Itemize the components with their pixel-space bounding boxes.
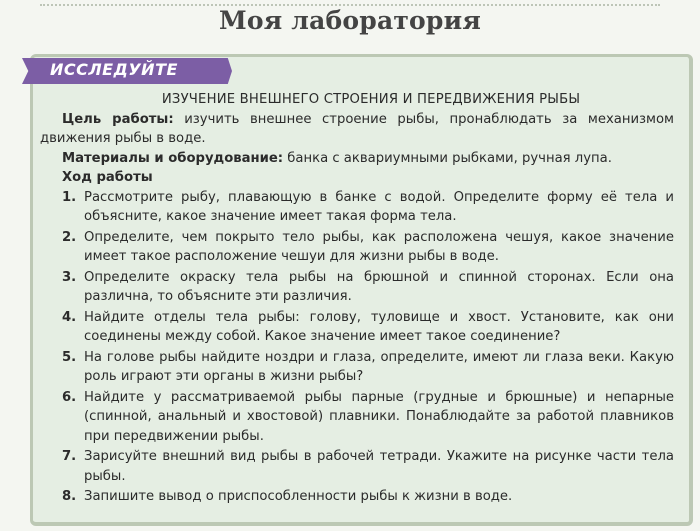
step-number: 8. — [62, 489, 77, 504]
steps-list — [40, 188, 674, 507]
step-item — [40, 348, 674, 387]
step-item — [40, 268, 674, 307]
materials-text: банка с аквариумными рыбками, ручная лупа. — [283, 150, 612, 166]
explore-tab-label: ИССЛЕДУЙТЕ — [50, 60, 178, 79]
goal-label: Цель работы: — [62, 111, 174, 127]
step-text: Определите, чем покрыто тело рыбы, как расположена чешуя, какое значение имеет такое расположение чешуи для жизни рыбы в воде. — [84, 229, 674, 264]
step-text: Найдите у рассматриваемой рыбы парные (грудные и брюшные) и непарные (спинной, анальный и хвостовой) плавники. Понаблюдайте за работой плавников при передвижении рыбы. — [84, 389, 674, 444]
lab-work-content — [40, 90, 674, 508]
step-number: 4. — [62, 309, 77, 325]
step-item — [40, 447, 674, 486]
step-item — [40, 228, 674, 267]
step-number: 7. — [62, 449, 77, 464]
materials-label: Материалы и оборудование: — [62, 150, 284, 166]
step-number: 5. — [62, 349, 77, 365]
step-text: Запишите вывод о приспособленности рыбы к жизни в воде. — [84, 489, 513, 504]
step-text: Найдите отделы тела рыбы: голову, туловище и хвост. Установите, как они соединены между собой. Какое значение имеет такое соединение? — [84, 309, 674, 344]
step-text: Рассмотрите рыбу, плавающую в банке с водой. Определите форму её тела и объясните, какое значение имеет такая форма тела. — [84, 189, 674, 224]
step-item — [40, 308, 674, 347]
goal-text: изучить внешнее строение рыбы, пронаблюдать за механизмом движения рыбы в воде. — [40, 111, 675, 146]
goal-paragraph — [40, 110, 674, 149]
step-number: 2. — [62, 229, 77, 245]
page-title: Моя лаборатория — [218, 6, 482, 35]
step-text: Зарисуйте внешний вид рыбы в рабочей тетради. Укажите на рисунке части тела рыбы. — [84, 449, 674, 484]
work-subtitle: ИЗУЧЕНИЕ ВНЕШНЕГО СТРОЕНИЯ И ПЕРЕДВИЖЕНИЯ РЫБЫ — [161, 92, 581, 107]
step-text: На голове рыбы найдите ноздри и глаза, определите, имеют ли глаза веки. Какую роль играют эти органы в жизни рыбы? — [84, 349, 674, 384]
step-item — [40, 188, 674, 227]
step-number: 3. — [62, 269, 77, 285]
step-item — [40, 388, 674, 447]
steps-heading: Ход работы — [62, 170, 153, 185]
step-number: 6. — [62, 389, 77, 405]
step-number: 1. — [62, 189, 77, 205]
step-text: Определите окраску тела рыбы на брюшной и спинной сторонах. Если она различна, то объясните эти различия. — [84, 269, 674, 304]
step-item — [40, 487, 674, 507]
materials-paragraph — [40, 149, 674, 169]
